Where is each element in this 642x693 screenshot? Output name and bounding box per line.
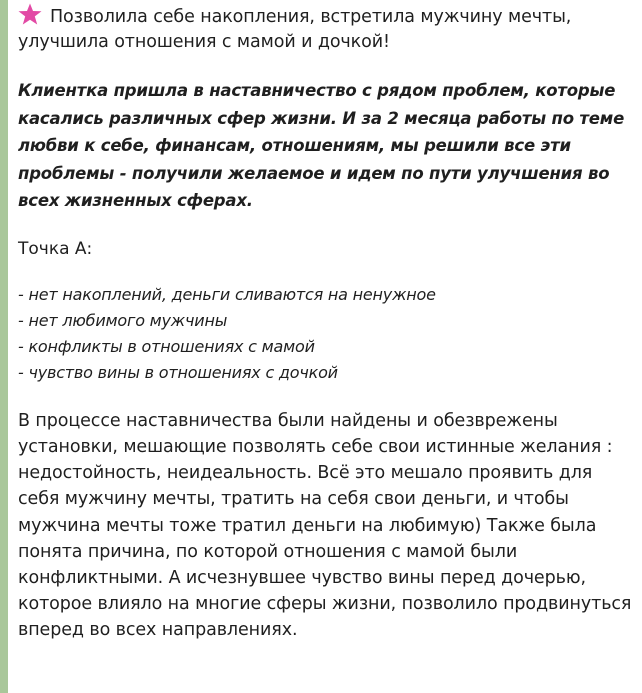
headline-text: Позволила себе накопления, встретила мужчину мечты, улучшила отношения с мамой и дочкой!	[18, 7, 572, 52]
point-a-list	[18, 282, 636, 387]
list-item: - чувство вины в отношениях с дочкой	[18, 363, 338, 383]
message-bubble	[18, 3, 636, 644]
body-paragraph: В процессе наставничества были найдены и обезврежены установки, мешающие позволять себе свои истинные желания : недостойность, неидеальность. Всё это мешало проявить для себя мужчину мечты, тратить на себя свои деньги, и чтобы мужчина мечты тоже тратил деньги на любимую) Также была понята причина, по которой отношения с мамой были конфликтными. А исчезнувшее чувство вины перед дочерью, которое влияло на многие сферы жизни, позволило продвинуться вперед во всех направлениях.	[18, 410, 632, 641]
message-left-rail	[0, 0, 8, 693]
star-icon	[18, 3, 42, 25]
list-item: - нет накоплений, деньги сливаются на ненужное	[18, 284, 436, 304]
list-item: - конфликты в отношениях с мамой	[18, 337, 315, 357]
list-item: - нет любимого мужчины	[18, 310, 228, 330]
message-headline	[18, 3, 636, 55]
point-a-heading: Точка А:	[18, 238, 93, 259]
intro-paragraph: Клиентка пришла в наставничество с рядом проблем, которые касались различных сфер жизни. И за 2 месяца работы по теме любви к себе, финансам, отношениям, мы решили все эти проблемы - получили желаемое и идем по пути улучшения во всех жизненных сферах.	[18, 81, 625, 210]
